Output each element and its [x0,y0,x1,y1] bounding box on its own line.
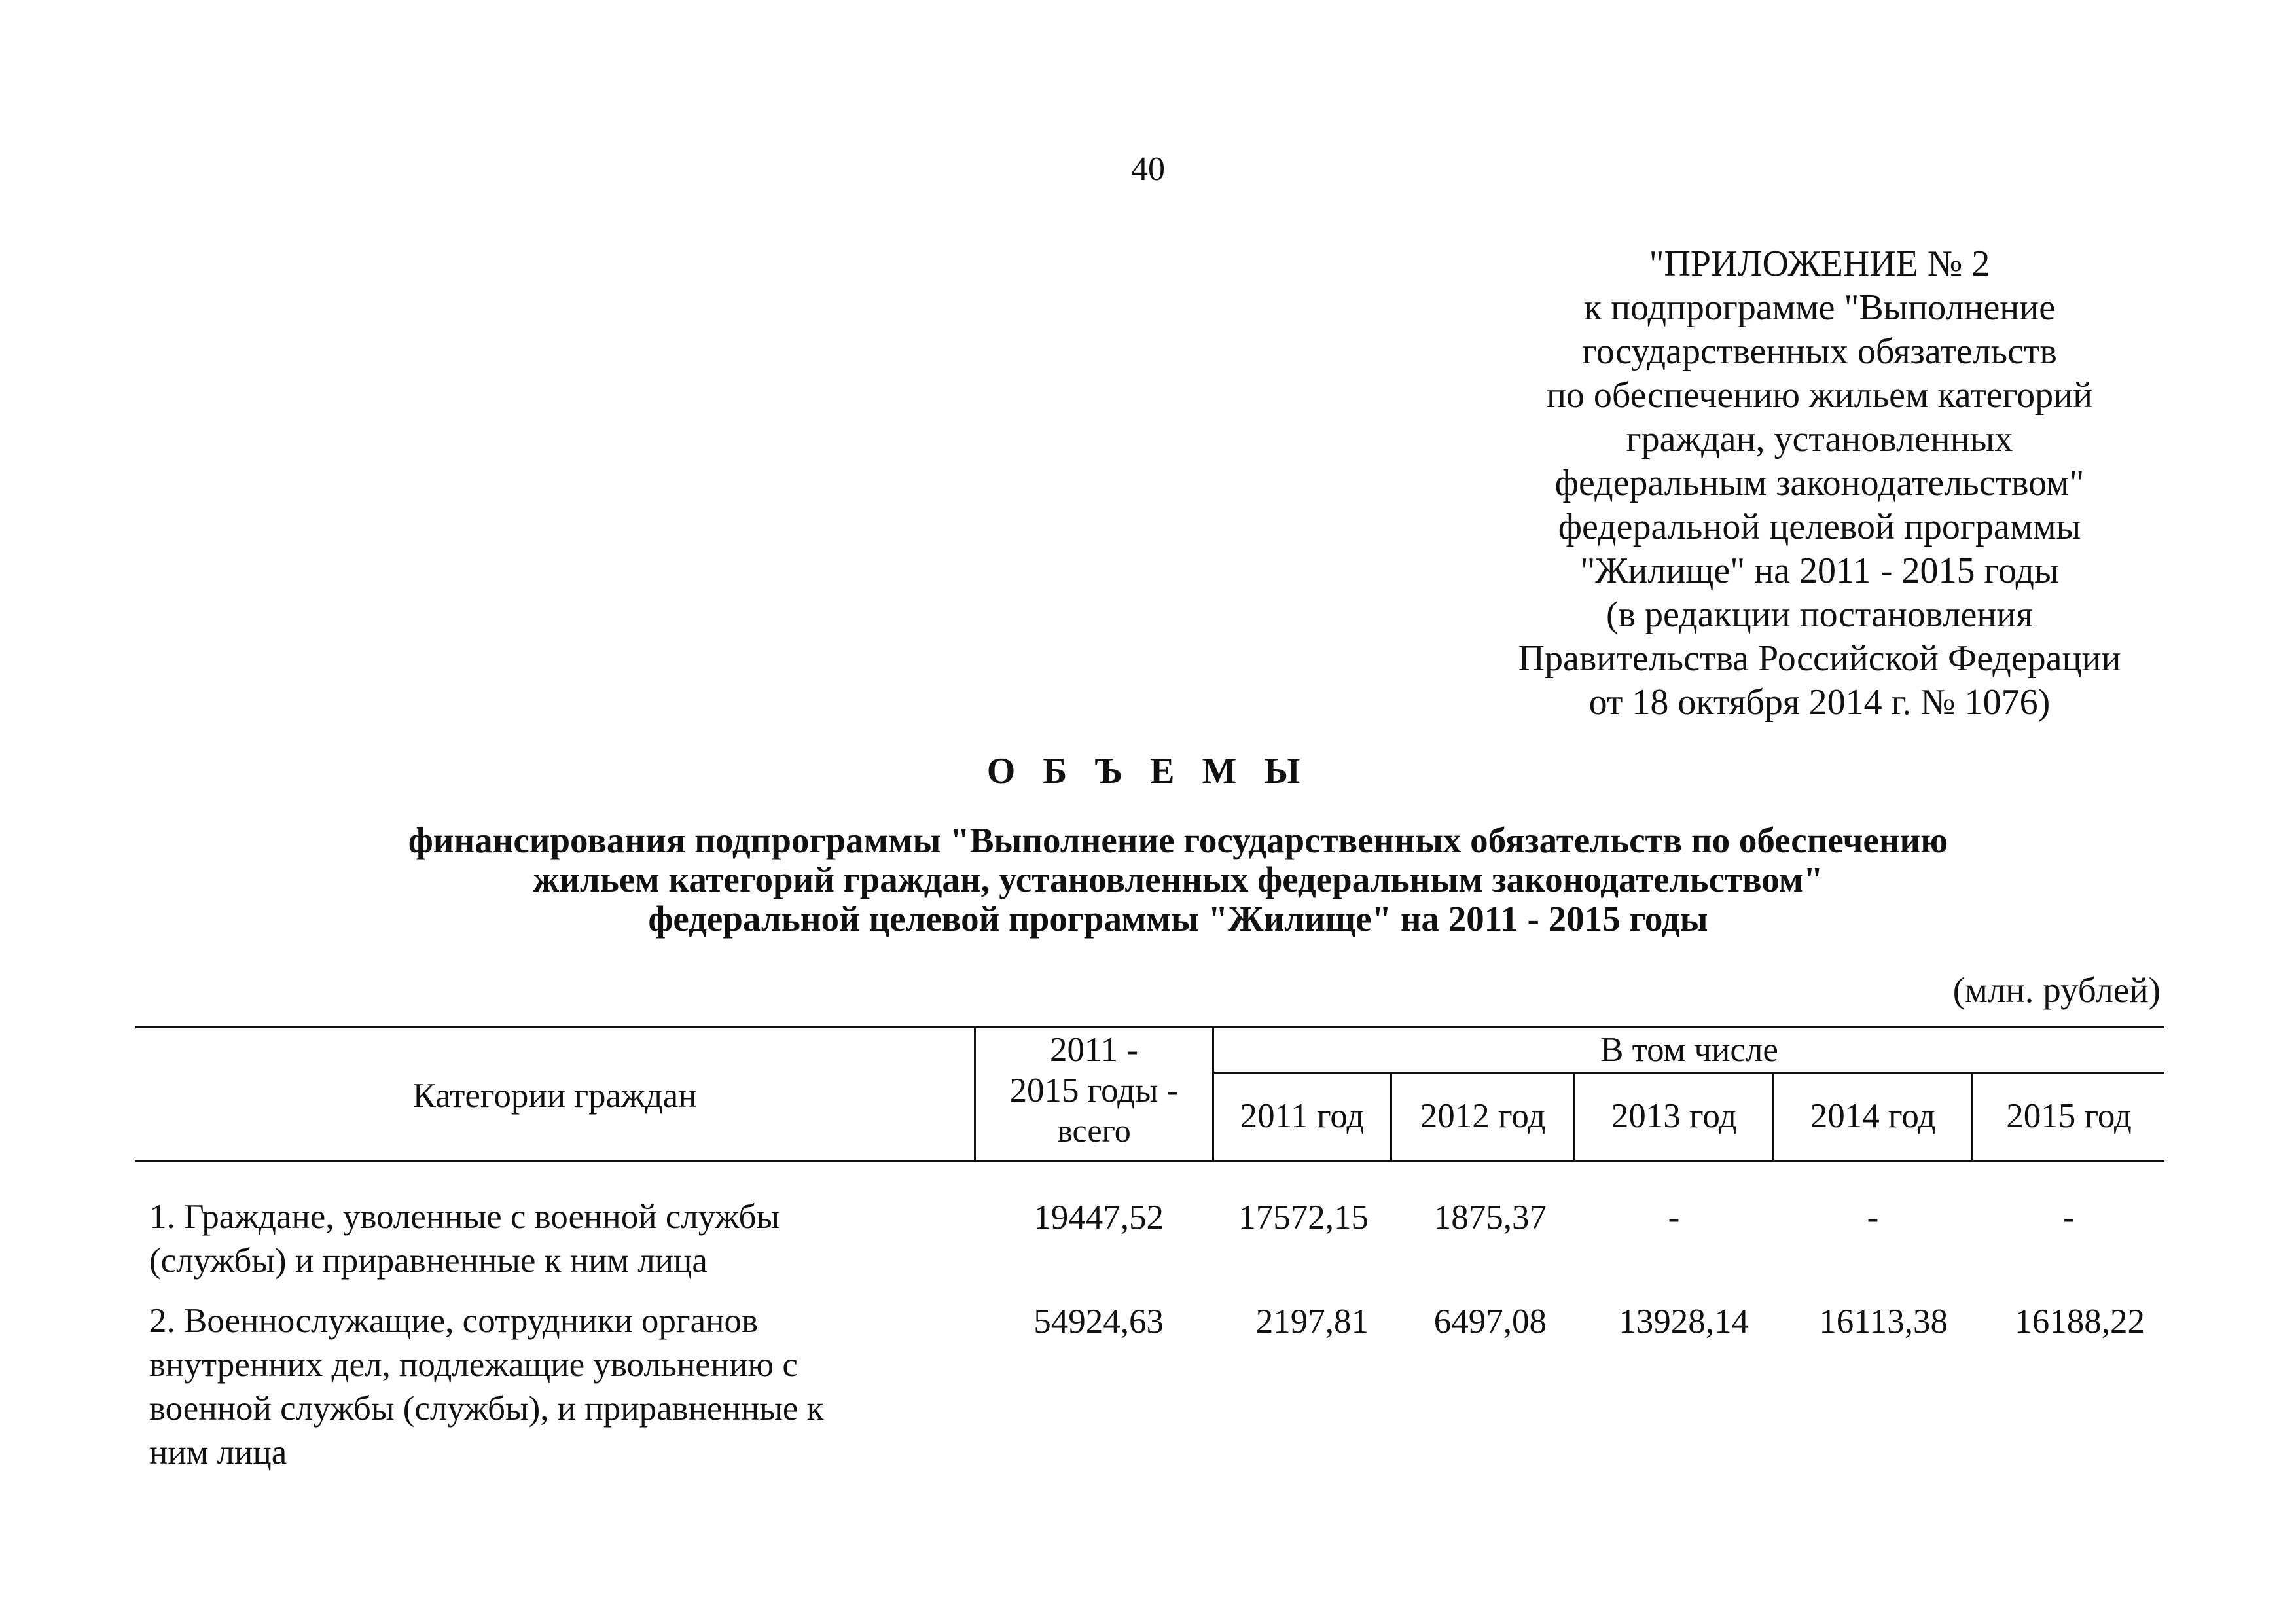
appendix-line: государственных обязательств [1582,331,2057,372]
appendix-line: от 18 октября 2014 г. № 1076) [1588,682,2051,723]
appendix-block [1443,242,2196,725]
header-including: В том числе [1600,1031,1778,1069]
row-value-2015: 16188,22 [2015,1303,2145,1341]
row-value-2013: 13928,14 [1619,1303,1749,1341]
appendix-line: Правительства Российской Федерации [1518,638,2121,679]
page-number: 40 [1131,151,1165,188]
header-year: 2011 год [1240,1097,1365,1135]
row-total: 54924,63 [1033,1303,1164,1341]
header-year: 2015 год [2006,1097,2132,1135]
table-top-border [135,1026,2164,1028]
appendix-line: граждан, установленных [1626,419,2013,460]
appendix-line: "Жилище" на 2011 - 2015 годы [1580,550,2059,591]
row-value-2014: 16113,38 [1819,1303,1948,1341]
document-title: О Б Ъ Е М Ы [986,751,1310,791]
document-subtitle [196,821,2160,939]
row-value-2014: - [1867,1199,1879,1236]
table-row-label: 1. Граждане, уволенные с военной службы (службы) и приравненные к ним лица [149,1198,780,1280]
subtitle-line: федеральной целевой программы "Жилище" на 2011 - 2015 годы [648,899,1708,939]
appendix-line: федеральным законодательством" [1554,463,2085,503]
appendix-line: по обеспечению жильем категорий [1546,375,2093,416]
header-total-line: 2011 - [1050,1031,1138,1069]
units-label: (млн. рублей) [1952,970,2161,1010]
appendix-line: (в редакции постановления [1605,594,2034,635]
appendix-line: федеральной целевой программы [1558,507,2081,547]
header-total-line: 2015 годы - [1009,1072,1179,1110]
header-year: 2012 год [1420,1097,1546,1135]
header-year: 2013 год [1611,1097,1737,1135]
appendix-line: к подпрограмме "Выполнение [1583,287,2056,328]
row-value-2012: 6497,08 [1433,1303,1547,1341]
header-year: 2014 год [1810,1097,1936,1135]
table-row-label: 2. Военнослужащие, сотрудники органов внутренних дел, подлежащие увольнению с военной службы (службы), и приравненные к ним лица [149,1302,824,1471]
row-value-2011: 2197,81 [1255,1303,1369,1341]
row-total: 19447,52 [1033,1199,1164,1236]
appendix-line: "ПРИЛОЖЕНИЕ № 2 [1649,244,1990,284]
table-subheader-border [1214,1072,2164,1074]
row-value-2012: 1875,37 [1433,1199,1547,1236]
row-value-2015: - [2063,1199,2075,1236]
subtitle-line: жильем категорий граждан, установленных федеральным законодательством" [533,859,1823,899]
table-header-bottom-border [135,1160,2164,1162]
subtitle-line: финансирования подпрограммы "Выполнение государственных обязательств по обеспечению [408,820,1948,860]
header-category: Категории граждан [412,1077,697,1115]
row-value-2013: - [1668,1199,1680,1236]
header-total-line: всего [1057,1112,1131,1149]
row-value-2011: 17572,15 [1238,1199,1369,1236]
